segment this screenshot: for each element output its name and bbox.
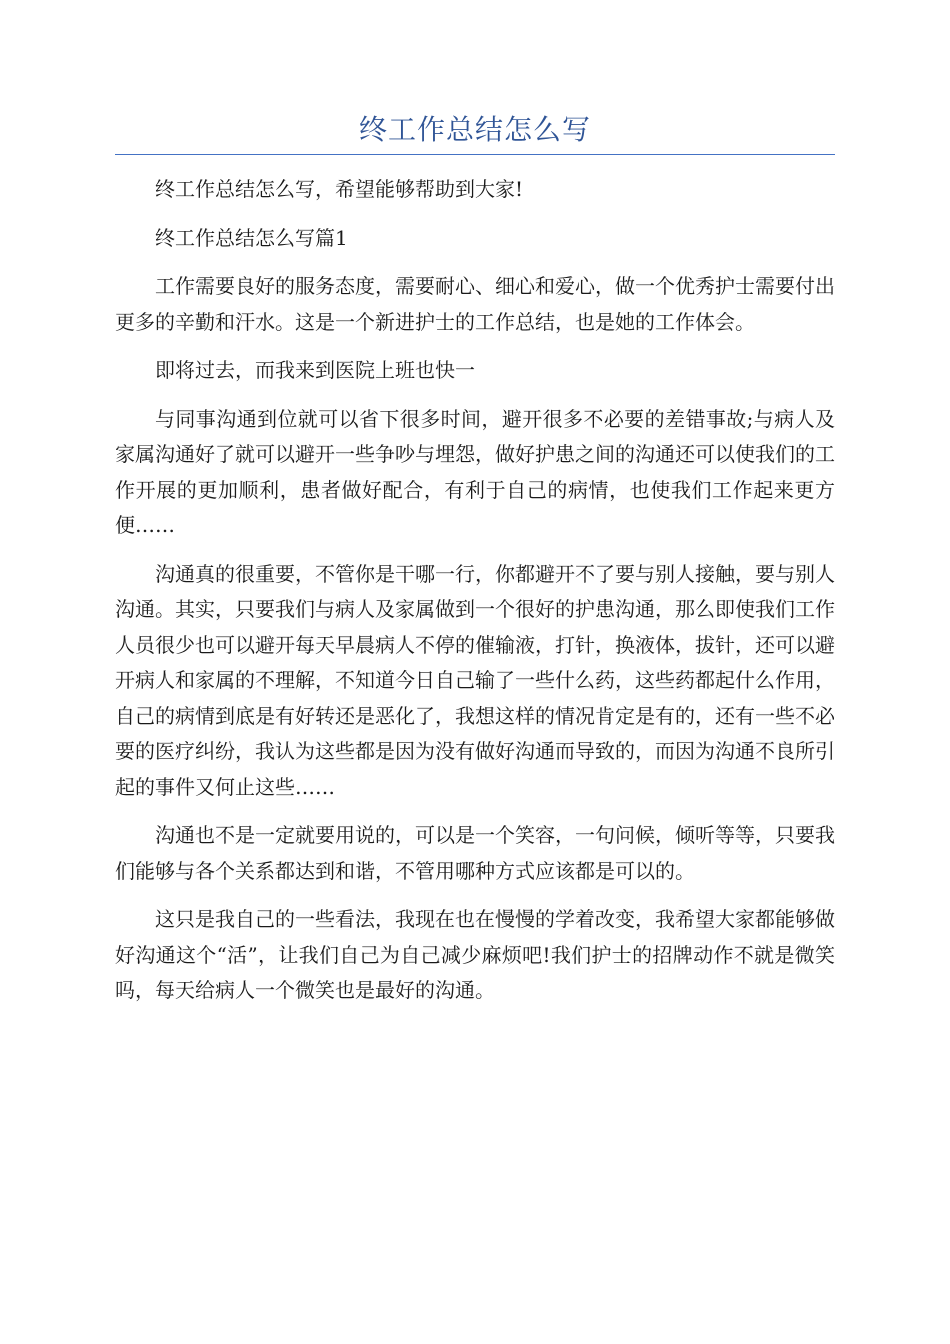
body-paragraph: 即将过去，而我来到医院上班也快一 xyxy=(155,358,475,382)
body-paragraph: 沟通真的很重要，不管你是干哪一行，你都避开不了要与别人接触，要与别人沟通。其实，只要我们与病人及家属做到一个很好的护患沟通，那么即使我们工作人员很少也可以避开每天早晨病人不停的催输液，打针，换液体，拔针，还可以避开病人和家属的不理解，不知道今日自己输了一些什么药，这些药都起什么作用，自己的病情到底是有好转还是恶化了，我想这样的情况肯定是有的，还有一些不必要的医疗纠纷，我认为这些都是因为没有做好沟通而导致的，而因为沟通不良所引起的事件又何止这些…… xyxy=(115,561,835,799)
body-paragraph: 工作需要良好的服务态度，需要耐心、细心和爱心，做一个优秀护士需要付出更多的辛勤和汗水。这是一个新进护士的工作总结，也是她的工作体会。 xyxy=(115,274,835,334)
title-underline xyxy=(115,154,835,155)
document-body xyxy=(115,172,835,1022)
document-title: 终工作总结怎么写 xyxy=(358,113,591,146)
body-paragraph: 与同事沟通到位就可以省下很多时间，避开很多不必要的差错事故;与病人及家属沟通好了就可以避开一些争吵与埋怨，做好护患之间的沟通还可以使我们的工作开展的更加顺利，患者做好配合，有利于自己的病情，也使我们工作起来更方便…… xyxy=(115,406,835,537)
section-heading: 终工作总结怎么写篇1 xyxy=(155,225,348,250)
intro-paragraph: 终工作总结怎么写，希望能够帮助到大家! xyxy=(155,177,524,201)
body-paragraph: 这只是我自己的一些看法，我现在也在慢慢的学着改变，我希望大家都能够做好沟通这个“活”，让我们自己为自己减少麻烦吧!我们护士的招牌动作不就是微笑吗，每天给病人一个微笑也是最好的沟通。 xyxy=(115,907,835,1002)
body-paragraph: 沟通也不是一定就要用说的，可以是一个笑容，一句问候，倾听等等，只要我们能够与各个关系都达到和谐，不管用哪种方式应该都是可以的。 xyxy=(115,823,835,883)
